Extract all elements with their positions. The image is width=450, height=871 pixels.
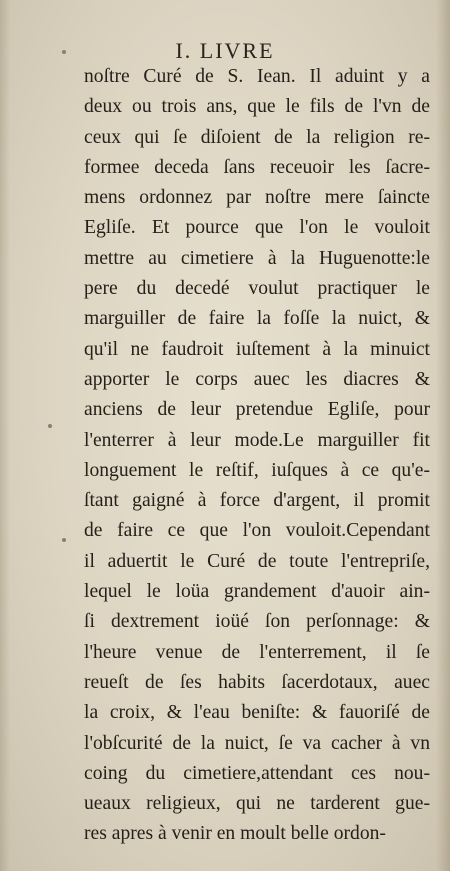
- running-title: I. LIVRE: [175, 38, 275, 63]
- text-line: anciens de leur pretendue Egliſe, pour: [84, 399, 430, 421]
- text-line: l'enterrer à leur mode.Le marguiller fit: [84, 429, 430, 451]
- text-line: mettre au cimetiere à la Huguenotte:le: [84, 247, 430, 269]
- text-line: l'heure venue de l'enterrement, il ſe: [84, 641, 430, 663]
- page-body-text: [84, 62, 430, 850]
- text-line: lequel le loüa grandement d'auoir ain-: [84, 581, 430, 603]
- page-right-shadow: [436, 0, 450, 871]
- text-line: l'obſcurité de la nuict, ſe va cacher à vn: [84, 732, 430, 754]
- text-line: ueaux religieux, qui ne tarderent gue-: [84, 793, 430, 815]
- text-line: il aduertit le Curé de toute l'entrepriſe,: [84, 550, 430, 572]
- text-line: ceux qui ſe diſoient de la religion re-: [84, 126, 430, 148]
- text-line: qu'il ne faudroit iuſtement à la minuict: [84, 338, 430, 360]
- text-line: mens ordonnez par noſtre mere ſaincte: [84, 187, 430, 209]
- text-line: longuement le reſtif, iuſques à ce qu'e-: [84, 459, 430, 481]
- text-line: apporter le corps auec les diacres &: [84, 368, 430, 390]
- text-line: noſtre Curé de S. Iean. Il aduint y a: [84, 66, 430, 87]
- page-left-shadow: [0, 0, 10, 871]
- text-line: ſi dextrement ioüé ſon perſonnage: &: [84, 611, 430, 633]
- paper-speck: [48, 424, 52, 428]
- text-line: reueſt de ſes habits ſacerdotaux, auec: [84, 671, 430, 693]
- text-line: deux ou trois ans, que le fils de l'vn de: [84, 96, 430, 118]
- text-line: res apres à venir en moult belle ordon-: [84, 823, 386, 845]
- text-line: formee deceda ſans receuoir les ſacre-: [84, 156, 430, 178]
- text-line: marguiller de faire la foſſe la nuict, &: [84, 308, 430, 330]
- text-line: ſtant gaigné à force d'argent, il promit: [84, 490, 430, 512]
- text-line: la croix, & l'eau beniſte: & fauoriſé de: [84, 702, 430, 724]
- text-line: Egliſe. Et pource que l'on le vouloit: [84, 217, 430, 239]
- text-line: de faire ce que l'on vouloit.Cependant: [84, 520, 430, 542]
- text-line: coing du cimetiere,attendant ces nou-: [84, 762, 430, 784]
- text-line: pere du decedé voulut practiquer le: [84, 278, 430, 300]
- paper-speck: [62, 538, 66, 542]
